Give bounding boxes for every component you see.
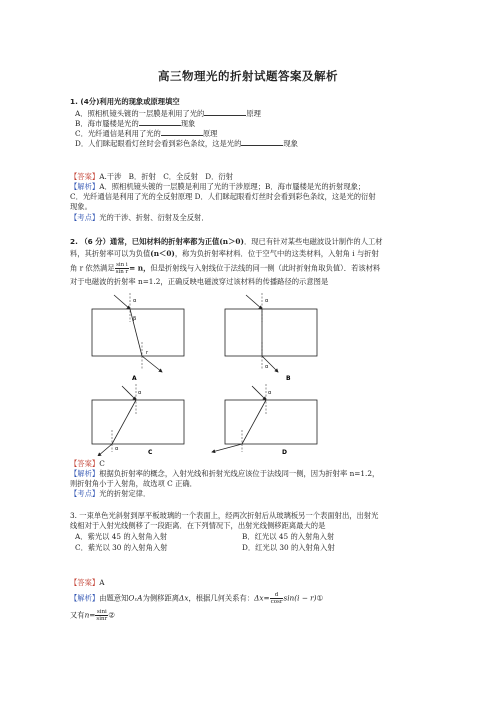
q1-option-b: B．海市蜃楼是光的 现象 [75,119,196,128]
q3-stem-1: 3. 一束单色光斜射到厚平板玻璃的一个表面上，经两次折射后从玻璃板另一个表面射出，出射光 [70,511,379,520]
q2-stem-2: 料，其折射率可以为负值(n＜0)，称为负折射率材料．位于空气中的这类材料，入射角 i 与折射 [70,249,379,258]
svg-text:α: α [115,446,119,452]
q2-stem-1: 2. （6 分）通常，已知材料的折射率都为正值(n＞0)．现已有针对某些电磁波设计制作的人工材 [70,237,383,246]
q2-analysis: 【解析】根据负折射率的概念，入射光线和折射光线应该位于法线同一侧，因为折射率 n=1.2， [70,469,380,478]
q2-stem-3: 角 r 依然满足 $\frac{\text{sin i}}{\text{sin r}}$ = n，但是折射线与入射线位于法线的同一侧（此时折射角取负值）．若该材料 [70,262,381,275]
q1-analysis-3: 现象。 [70,202,92,211]
q3-stem-2: 线相对于入射光线侧移了一段距离．在下列情况下，出射光线侧移距离最大的是 [70,521,326,530]
q1-option-a: A．照相机镜头镀的一层膜是利用了光的 原理 [75,109,261,118]
q3-analysis: 【解析】由题意知O₁A为侧移距离Δx，根据几何关系有：Δx= $\frac{d}{\cos r}$ sin(i − r)① [70,592,324,605]
q1-stem: 1. (4分)利用光的现象或原理填空 [70,97,180,106]
q1-point: 【考点】光的干涉、折射、衍射及全反射． [70,213,209,222]
q3-option-b: B．红光以 45 的入射角入射 [242,532,335,541]
diagram-b [225,293,317,382]
svg-text:α: α [268,390,272,396]
diagram-label-c: C [148,449,153,456]
refraction-diagrams [70,290,430,456]
q2-point: 【考点】光的折射定律． [70,489,151,498]
page-title: 高三物理光的折射试题答案及解析 [158,69,338,83]
q3-equation-2: 又有n= $\frac{\sin i}{\sin r}$ ② [70,609,115,622]
q2-stem-4: 对于电磁波的折射率 n=1.2，正确反映电磁波穿过该材料的传播路径的示意图是 [70,277,329,286]
sin-ratio-fraction: $\frac{\text{sin i}}{\text{sin r}}$ [115,262,129,275]
diagram-c [92,384,184,456]
q3-option-d: D．红光以 30 的入射角入射 [242,543,335,552]
svg-text:α: α [133,298,137,304]
q3-option-a: A．紫光以 45 的入射角入射 [75,532,168,541]
diagram-d [212,384,317,456]
q1-answer: 【答案】A.干涉 B．折射 C．全反射 D．衍射 [70,172,234,181]
q3-answer: 【答案】A [70,578,105,587]
q2-answer: 【答案】C [70,459,105,468]
svg-text:r: r [146,350,149,356]
diagram-label-a: A [132,375,137,382]
diagram-label-b: B [286,375,291,382]
q3-option-c: C．紫光以 30 的入射角入射 [75,543,168,552]
d-over-cosr-fraction: $\frac{d}{\cos r}$ [270,592,283,605]
svg-text:α: α [138,390,142,396]
sini-over-sinr-fraction: $\frac{\sin i}{\sin r}$ [96,609,108,622]
diagram-label-d: D [282,449,287,456]
svg-text:α: α [265,364,269,370]
svg-text:α: α [265,298,269,304]
svg-text:β: β [133,316,137,322]
q1-analysis-2: C．光纤通信是利用了光的全反射原理 D．人们眯起眼看灯丝时会看到彩色条纹，这是光的衍射 [70,192,376,201]
q1-option-d: D．人们眯起眼看灯丝时会看到彩色条纹，这是光的 现象 [75,139,298,148]
q2-analysis-2: 则折射角小于入射角，故选项 C 正确． [70,479,197,488]
q1-option-c: C．光纤通信是利用了光的 原理 [75,129,218,138]
diagram-a [92,293,184,382]
q1-analysis: 【解析】A．照相机镜头镀的一层膜是利用了光的干涉原理；B．海市蜃楼是光的折射现象； [70,182,366,191]
